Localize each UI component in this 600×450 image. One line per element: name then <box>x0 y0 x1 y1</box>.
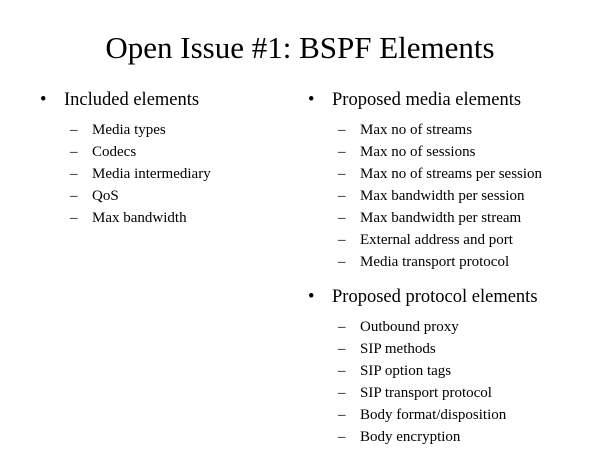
dash-marker: – <box>338 363 346 379</box>
list-item-label: Media transport protocol <box>360 254 510 270</box>
list-item <box>308 404 593 426</box>
dash-marker: – <box>338 166 346 182</box>
list-item-label: SIP option tags <box>360 363 452 379</box>
dash-marker: – <box>338 188 346 204</box>
list-item-label: Outbound proxy <box>360 319 459 335</box>
list-item <box>308 426 593 448</box>
proposed-media-elements-group <box>308 88 593 273</box>
list-item-label: Codecs <box>92 144 137 160</box>
list-item <box>40 141 280 163</box>
slide-title: Open Issue #1: BSPF Elements <box>105 30 495 65</box>
list-item <box>308 316 593 338</box>
list-item-label: Max bandwidth <box>92 210 187 226</box>
list-item <box>308 338 593 360</box>
list-item <box>40 163 280 185</box>
list-item-label: Media types <box>92 122 166 138</box>
dash-marker: – <box>338 319 346 335</box>
included-elements-column <box>40 88 280 229</box>
bullet-marker: • <box>40 90 47 110</box>
list-item <box>40 119 280 141</box>
bullet-marker: • <box>308 90 315 110</box>
dash-marker: – <box>70 144 78 160</box>
dash-marker: – <box>70 122 78 138</box>
dash-marker: – <box>338 341 346 357</box>
bullet-marker: • <box>308 287 315 307</box>
list-item-label: Body encryption <box>360 429 461 445</box>
list-item <box>40 185 280 207</box>
list-item-label: Max no of sessions <box>360 144 476 160</box>
dash-marker: – <box>338 144 346 160</box>
list-item-label: Max no of streams per session <box>360 166 543 182</box>
list-item-label: Max no of streams <box>360 122 473 138</box>
list-item <box>308 141 593 163</box>
list-item-label: SIP transport protocol <box>360 385 492 401</box>
included-elements-group <box>40 88 280 229</box>
proposed-protocol-elements-heading: Proposed protocol elements <box>332 287 538 307</box>
proposed-protocol-elements-bullet <box>308 285 593 309</box>
dash-marker: – <box>338 210 346 226</box>
list-item <box>308 207 593 229</box>
list-item <box>308 229 593 251</box>
list-item-label: Body format/disposition <box>360 407 507 423</box>
dash-marker: – <box>338 385 346 401</box>
proposed-protocol-elements-list <box>308 316 593 448</box>
list-item <box>308 251 593 273</box>
proposed-media-elements-bullet <box>308 88 593 112</box>
included-elements-list <box>40 119 280 229</box>
included-elements-heading: Included elements <box>64 90 200 110</box>
dash-marker: – <box>338 254 346 270</box>
dash-marker: – <box>70 188 78 204</box>
dash-marker: – <box>70 166 78 182</box>
list-item <box>308 382 593 404</box>
list-item <box>40 207 280 229</box>
dash-marker: – <box>338 407 346 423</box>
list-item-label: Media intermediary <box>92 166 211 182</box>
dash-marker: – <box>338 429 346 445</box>
proposed-protocol-elements-group <box>308 285 593 448</box>
list-item <box>308 163 593 185</box>
proposed-media-elements-heading: Proposed media elements <box>332 90 522 110</box>
list-item-label: Max bandwidth per session <box>360 188 525 204</box>
list-item <box>308 360 593 382</box>
list-item <box>308 119 593 141</box>
dash-marker: – <box>338 232 346 248</box>
proposed-elements-column <box>308 88 593 448</box>
included-elements-bullet <box>40 88 280 112</box>
dash-marker: – <box>70 210 78 226</box>
list-item <box>308 185 593 207</box>
list-item-label: Max bandwidth per stream <box>360 210 522 226</box>
list-item-label: External address and port <box>360 232 513 248</box>
list-item-label: SIP methods <box>360 341 436 357</box>
proposed-media-elements-list <box>308 119 593 273</box>
list-item-label: QoS <box>92 188 119 204</box>
dash-marker: – <box>338 122 346 138</box>
